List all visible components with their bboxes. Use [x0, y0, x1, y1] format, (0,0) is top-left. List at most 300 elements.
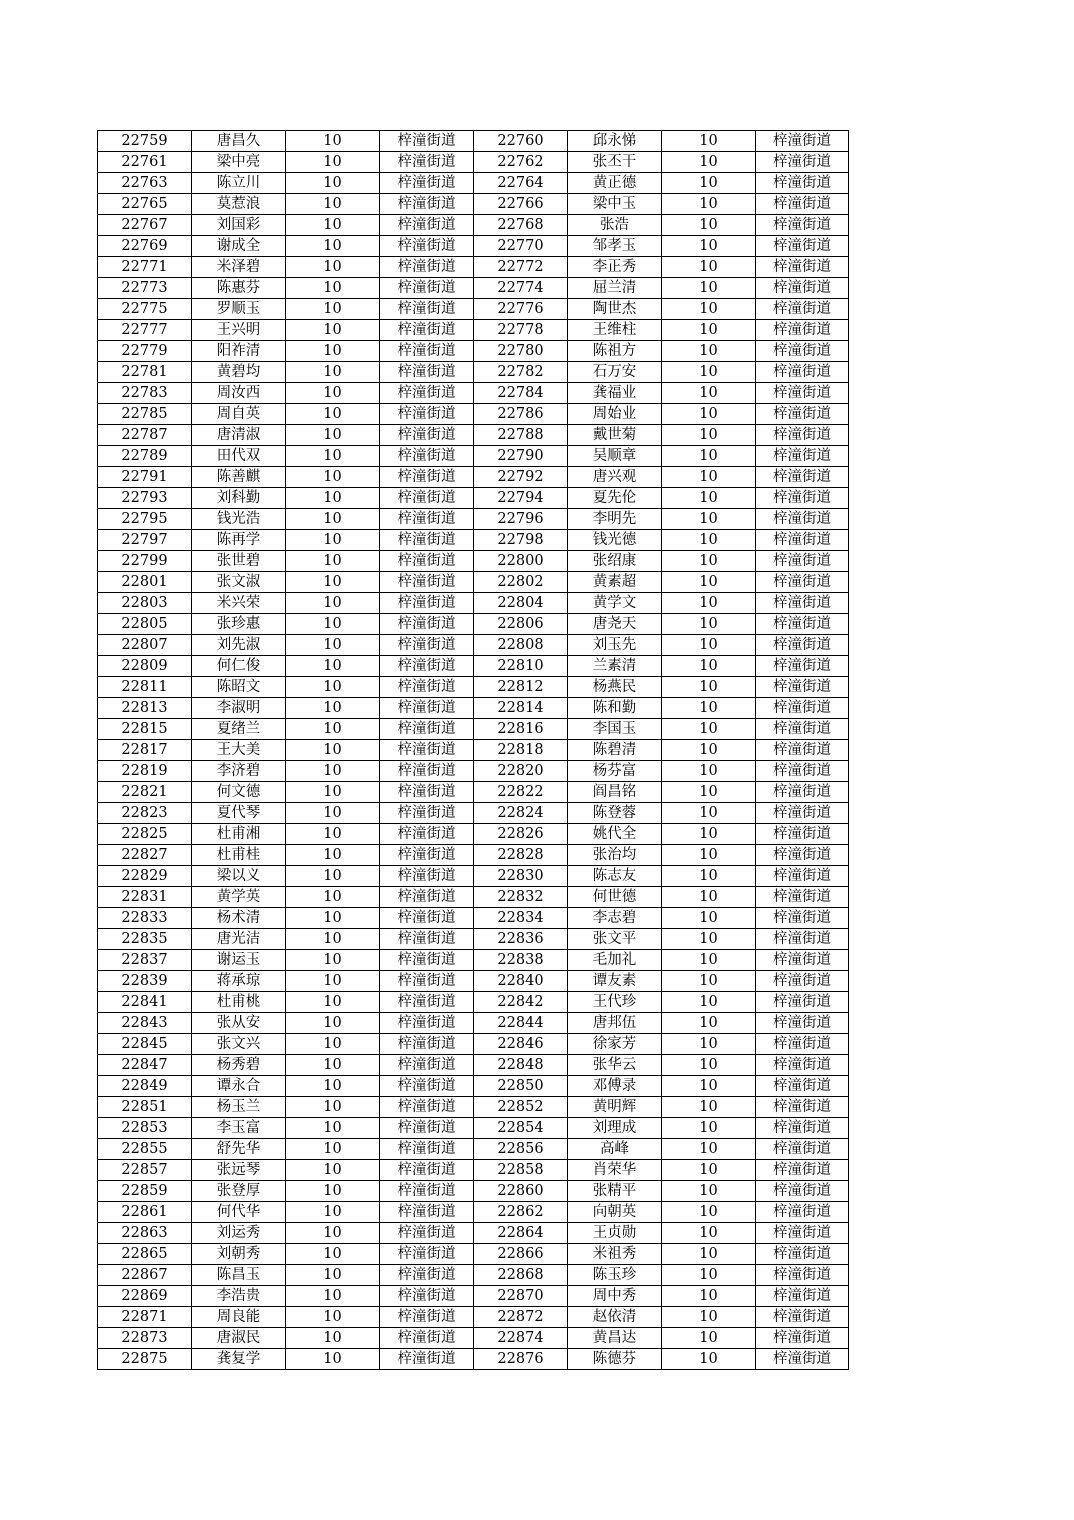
- name-cell: 张从安: [192, 1013, 286, 1034]
- table-row: [98, 278, 849, 299]
- amount-cell: 10: [662, 845, 756, 866]
- name-cell: 唐光洁: [192, 929, 286, 950]
- name-cell: 舒先华: [192, 1139, 286, 1160]
- street-cell: 梓潼街道: [380, 383, 474, 404]
- name-cell: 陈和勤: [568, 698, 662, 719]
- name-cell: 梁中亮: [192, 152, 286, 173]
- amount-cell: 10: [662, 908, 756, 929]
- name-cell: 姚代全: [568, 824, 662, 845]
- amount-cell: 10: [286, 1013, 380, 1034]
- name-cell: 杨术清: [192, 908, 286, 929]
- id-cell: 22823: [98, 803, 192, 824]
- amount-cell: 10: [286, 908, 380, 929]
- street-cell: 梓潼街道: [380, 236, 474, 257]
- table-row: [98, 173, 849, 194]
- id-cell: 22768: [474, 215, 568, 236]
- street-cell: 梓潼街道: [380, 971, 474, 992]
- street-cell: 梓潼街道: [756, 782, 849, 803]
- name-cell: 王代珍: [568, 992, 662, 1013]
- amount-cell: 10: [662, 593, 756, 614]
- amount-cell: 10: [662, 1118, 756, 1139]
- amount-cell: 10: [286, 131, 380, 152]
- street-cell: 梓潼街道: [756, 761, 849, 782]
- amount-cell: 10: [286, 467, 380, 488]
- name-cell: 张治均: [568, 845, 662, 866]
- table-row: [98, 1244, 849, 1265]
- street-cell: 梓潼街道: [756, 1097, 849, 1118]
- name-cell: 唐淑民: [192, 1328, 286, 1349]
- table-row: [98, 320, 849, 341]
- table-row: [98, 950, 849, 971]
- name-cell: 邓傅录: [568, 1076, 662, 1097]
- street-cell: 梓潼街道: [756, 866, 849, 887]
- table-row: [98, 1139, 849, 1160]
- street-cell: 梓潼街道: [756, 1244, 849, 1265]
- id-cell: 22764: [474, 173, 568, 194]
- name-cell: 李浩贵: [192, 1286, 286, 1307]
- amount-cell: 10: [662, 236, 756, 257]
- id-cell: 22813: [98, 698, 192, 719]
- street-cell: 梓潼街道: [756, 1160, 849, 1181]
- street-cell: 梓潼街道: [380, 698, 474, 719]
- table-body: [98, 131, 849, 1370]
- street-cell: 梓潼街道: [380, 572, 474, 593]
- amount-cell: 10: [286, 173, 380, 194]
- amount-cell: 10: [662, 467, 756, 488]
- amount-cell: 10: [662, 299, 756, 320]
- amount-cell: 10: [662, 1307, 756, 1328]
- street-cell: 梓潼街道: [756, 1286, 849, 1307]
- name-cell: 杜甫桂: [192, 845, 286, 866]
- amount-cell: 10: [662, 131, 756, 152]
- name-cell: 杨燕民: [568, 677, 662, 698]
- name-cell: 张珍惠: [192, 614, 286, 635]
- table-row: [98, 467, 849, 488]
- name-cell: 刘朝秀: [192, 1244, 286, 1265]
- data-table: [97, 130, 849, 1370]
- name-cell: 肖荣华: [568, 1160, 662, 1181]
- street-cell: 梓潼街道: [756, 971, 849, 992]
- table-row: [98, 1034, 849, 1055]
- table-row: [98, 824, 849, 845]
- amount-cell: 10: [662, 488, 756, 509]
- id-cell: 22838: [474, 950, 568, 971]
- table-row: [98, 992, 849, 1013]
- table-row: [98, 887, 849, 908]
- name-cell: 李明先: [568, 509, 662, 530]
- street-cell: 梓潼街道: [380, 194, 474, 215]
- id-cell: 22796: [474, 509, 568, 530]
- name-cell: 张远琴: [192, 1160, 286, 1181]
- amount-cell: 10: [662, 614, 756, 635]
- amount-cell: 10: [286, 677, 380, 698]
- table-row: [98, 1349, 849, 1370]
- id-cell: 22803: [98, 593, 192, 614]
- name-cell: 张登厚: [192, 1181, 286, 1202]
- amount-cell: 10: [662, 1097, 756, 1118]
- street-cell: 梓潼街道: [756, 173, 849, 194]
- street-cell: 梓潼街道: [380, 761, 474, 782]
- street-cell: 梓潼街道: [380, 362, 474, 383]
- table-row: [98, 929, 849, 950]
- amount-cell: 10: [286, 299, 380, 320]
- name-cell: 钱光浩: [192, 509, 286, 530]
- amount-cell: 10: [286, 1265, 380, 1286]
- name-cell: 刘运秀: [192, 1223, 286, 1244]
- amount-cell: 10: [662, 1139, 756, 1160]
- amount-cell: 10: [286, 782, 380, 803]
- table-row: [98, 698, 849, 719]
- name-cell: 陈碧清: [568, 740, 662, 761]
- amount-cell: 10: [662, 1013, 756, 1034]
- name-cell: 黄碧均: [192, 362, 286, 383]
- amount-cell: 10: [286, 1328, 380, 1349]
- id-cell: 22851: [98, 1097, 192, 1118]
- amount-cell: 10: [662, 677, 756, 698]
- amount-cell: 10: [286, 929, 380, 950]
- name-cell: 唐昌久: [192, 131, 286, 152]
- id-cell: 22869: [98, 1286, 192, 1307]
- name-cell: 徐家芳: [568, 1034, 662, 1055]
- name-cell: 兰素清: [568, 656, 662, 677]
- id-cell: 22775: [98, 299, 192, 320]
- amount-cell: 10: [286, 845, 380, 866]
- name-cell: 刘国彩: [192, 215, 286, 236]
- id-cell: 22773: [98, 278, 192, 299]
- name-cell: 陈立川: [192, 173, 286, 194]
- street-cell: 梓潼街道: [380, 1160, 474, 1181]
- street-cell: 梓潼街道: [756, 887, 849, 908]
- amount-cell: 10: [662, 509, 756, 530]
- name-cell: 陈昭文: [192, 677, 286, 698]
- name-cell: 王贞勋: [568, 1223, 662, 1244]
- street-cell: 梓潼街道: [756, 572, 849, 593]
- amount-cell: 10: [286, 551, 380, 572]
- name-cell: 唐邦伍: [568, 1013, 662, 1034]
- table-row: [98, 236, 849, 257]
- name-cell: 张浩: [568, 215, 662, 236]
- table-row: [98, 803, 849, 824]
- name-cell: 周中秀: [568, 1286, 662, 1307]
- table-row: [98, 362, 849, 383]
- table-row: [98, 1307, 849, 1328]
- street-cell: 梓潼街道: [756, 446, 849, 467]
- amount-cell: 10: [286, 635, 380, 656]
- street-cell: 梓潼街道: [756, 1055, 849, 1076]
- id-cell: 22769: [98, 236, 192, 257]
- name-cell: 米泽碧: [192, 257, 286, 278]
- id-cell: 22783: [98, 383, 192, 404]
- street-cell: 梓潼街道: [756, 950, 849, 971]
- id-cell: 22836: [474, 929, 568, 950]
- id-cell: 22801: [98, 572, 192, 593]
- amount-cell: 10: [286, 1118, 380, 1139]
- amount-cell: 10: [662, 215, 756, 236]
- id-cell: 22774: [474, 278, 568, 299]
- id-cell: 22852: [474, 1097, 568, 1118]
- name-cell: 谢运玉: [192, 950, 286, 971]
- amount-cell: 10: [662, 761, 756, 782]
- street-cell: 梓潼街道: [380, 1307, 474, 1328]
- id-cell: 22861: [98, 1202, 192, 1223]
- name-cell: 罗顺玉: [192, 299, 286, 320]
- id-cell: 22825: [98, 824, 192, 845]
- name-cell: 赵依清: [568, 1307, 662, 1328]
- table-row: [98, 1328, 849, 1349]
- name-cell: 屈兰清: [568, 278, 662, 299]
- table-row: [98, 656, 849, 677]
- id-cell: 22849: [98, 1076, 192, 1097]
- name-cell: 黄昌达: [568, 1328, 662, 1349]
- name-cell: 石万安: [568, 362, 662, 383]
- amount-cell: 10: [662, 1076, 756, 1097]
- street-cell: 梓潼街道: [380, 341, 474, 362]
- amount-cell: 10: [286, 1181, 380, 1202]
- name-cell: 蒋承琼: [192, 971, 286, 992]
- name-cell: 龚复学: [192, 1349, 286, 1370]
- street-cell: 梓潼街道: [380, 803, 474, 824]
- name-cell: 周良能: [192, 1307, 286, 1328]
- street-cell: 梓潼街道: [756, 1076, 849, 1097]
- street-cell: 梓潼街道: [756, 194, 849, 215]
- id-cell: 22784: [474, 383, 568, 404]
- table-row: [98, 1076, 849, 1097]
- table-row: [98, 845, 849, 866]
- id-cell: 22762: [474, 152, 568, 173]
- name-cell: 张世碧: [192, 551, 286, 572]
- id-cell: 22830: [474, 866, 568, 887]
- id-cell: 22770: [474, 236, 568, 257]
- street-cell: 梓潼街道: [756, 740, 849, 761]
- street-cell: 梓潼街道: [380, 887, 474, 908]
- name-cell: 陈再学: [192, 530, 286, 551]
- street-cell: 梓潼街道: [380, 1202, 474, 1223]
- street-cell: 梓潼街道: [380, 1034, 474, 1055]
- id-cell: 22820: [474, 761, 568, 782]
- amount-cell: 10: [662, 320, 756, 341]
- id-cell: 22847: [98, 1055, 192, 1076]
- id-cell: 22862: [474, 1202, 568, 1223]
- name-cell: 杨玉兰: [192, 1097, 286, 1118]
- amount-cell: 10: [662, 1349, 756, 1370]
- name-cell: 刘科勤: [192, 488, 286, 509]
- amount-cell: 10: [662, 1202, 756, 1223]
- amount-cell: 10: [662, 278, 756, 299]
- name-cell: 黄明辉: [568, 1097, 662, 1118]
- street-cell: 梓潼街道: [756, 1349, 849, 1370]
- street-cell: 梓潼街道: [380, 320, 474, 341]
- amount-cell: 10: [286, 509, 380, 530]
- name-cell: 梁以义: [192, 866, 286, 887]
- name-cell: 杨秀碧: [192, 1055, 286, 1076]
- amount-cell: 10: [662, 1160, 756, 1181]
- street-cell: 梓潼街道: [380, 845, 474, 866]
- amount-cell: 10: [286, 1349, 380, 1370]
- amount-cell: 10: [662, 1055, 756, 1076]
- name-cell: 张绍康: [568, 551, 662, 572]
- street-cell: 梓潼街道: [756, 677, 849, 698]
- id-cell: 22876: [474, 1349, 568, 1370]
- street-cell: 梓潼街道: [380, 1223, 474, 1244]
- amount-cell: 10: [286, 488, 380, 509]
- table-row: [98, 782, 849, 803]
- table-row: [98, 1265, 849, 1286]
- amount-cell: 10: [662, 1181, 756, 1202]
- id-cell: 22875: [98, 1349, 192, 1370]
- table-row: [98, 1160, 849, 1181]
- id-cell: 22832: [474, 887, 568, 908]
- table-row: [98, 488, 849, 509]
- amount-cell: 10: [662, 740, 756, 761]
- id-cell: 22821: [98, 782, 192, 803]
- name-cell: 杨芬富: [568, 761, 662, 782]
- id-cell: 22854: [474, 1118, 568, 1139]
- name-cell: 刘玉先: [568, 635, 662, 656]
- amount-cell: 10: [286, 866, 380, 887]
- name-cell: 陈惠芬: [192, 278, 286, 299]
- table-row: [98, 1055, 849, 1076]
- amount-cell: 10: [286, 1202, 380, 1223]
- name-cell: 唐清淑: [192, 425, 286, 446]
- name-cell: 夏绪兰: [192, 719, 286, 740]
- street-cell: 梓潼街道: [380, 299, 474, 320]
- street-cell: 梓潼街道: [756, 467, 849, 488]
- name-cell: 周汝西: [192, 383, 286, 404]
- id-cell: 22831: [98, 887, 192, 908]
- street-cell: 梓潼街道: [380, 866, 474, 887]
- amount-cell: 10: [662, 383, 756, 404]
- street-cell: 梓潼街道: [756, 845, 849, 866]
- id-cell: 22855: [98, 1139, 192, 1160]
- table-row: [98, 971, 849, 992]
- amount-cell: 10: [662, 362, 756, 383]
- street-cell: 梓潼街道: [756, 1307, 849, 1328]
- table-row: [98, 677, 849, 698]
- street-cell: 梓潼街道: [380, 425, 474, 446]
- street-cell: 梓潼街道: [380, 446, 474, 467]
- amount-cell: 10: [662, 656, 756, 677]
- street-cell: 梓潼街道: [756, 1034, 849, 1055]
- amount-cell: 10: [286, 404, 380, 425]
- table-row: [98, 1223, 849, 1244]
- id-cell: 22761: [98, 152, 192, 173]
- amount-cell: 10: [286, 950, 380, 971]
- amount-cell: 10: [662, 1244, 756, 1265]
- table-row: [98, 215, 849, 236]
- amount-cell: 10: [662, 173, 756, 194]
- street-cell: 梓潼街道: [380, 1349, 474, 1370]
- street-cell: 梓潼街道: [756, 236, 849, 257]
- street-cell: 梓潼街道: [380, 278, 474, 299]
- id-cell: 22871: [98, 1307, 192, 1328]
- id-cell: 22805: [98, 614, 192, 635]
- name-cell: 向朝英: [568, 1202, 662, 1223]
- street-cell: 梓潼街道: [756, 278, 849, 299]
- street-cell: 梓潼街道: [380, 1328, 474, 1349]
- amount-cell: 10: [662, 257, 756, 278]
- name-cell: 夏先伦: [568, 488, 662, 509]
- amount-cell: 10: [286, 719, 380, 740]
- street-cell: 梓潼街道: [756, 1118, 849, 1139]
- street-cell: 梓潼街道: [756, 593, 849, 614]
- name-cell: 张华云: [568, 1055, 662, 1076]
- amount-cell: 10: [286, 803, 380, 824]
- id-cell: 22860: [474, 1181, 568, 1202]
- amount-cell: 10: [286, 698, 380, 719]
- street-cell: 梓潼街道: [380, 131, 474, 152]
- amount-cell: 10: [286, 1055, 380, 1076]
- name-cell: 陈昌玉: [192, 1265, 286, 1286]
- table-row: [98, 152, 849, 173]
- name-cell: 李玉富: [192, 1118, 286, 1139]
- name-cell: 周始业: [568, 404, 662, 425]
- amount-cell: 10: [662, 1223, 756, 1244]
- id-cell: 22765: [98, 194, 192, 215]
- name-cell: 刘理成: [568, 1118, 662, 1139]
- name-cell: 何仁俊: [192, 656, 286, 677]
- table-row: [98, 1202, 849, 1223]
- amount-cell: 10: [662, 551, 756, 572]
- id-cell: 22819: [98, 761, 192, 782]
- id-cell: 22809: [98, 656, 192, 677]
- name-cell: 米兴荣: [192, 593, 286, 614]
- street-cell: 梓潼街道: [756, 1181, 849, 1202]
- table-row: [98, 1118, 849, 1139]
- id-cell: 22858: [474, 1160, 568, 1181]
- amount-cell: 10: [662, 803, 756, 824]
- id-cell: 22782: [474, 362, 568, 383]
- street-cell: 梓潼街道: [756, 1265, 849, 1286]
- amount-cell: 10: [286, 1286, 380, 1307]
- id-cell: 22786: [474, 404, 568, 425]
- name-cell: 谭友素: [568, 971, 662, 992]
- id-cell: 22798: [474, 530, 568, 551]
- name-cell: 杜甫湘: [192, 824, 286, 845]
- id-cell: 22816: [474, 719, 568, 740]
- street-cell: 梓潼街道: [756, 362, 849, 383]
- name-cell: 戴世菊: [568, 425, 662, 446]
- id-cell: 22870: [474, 1286, 568, 1307]
- name-cell: 高峰: [568, 1139, 662, 1160]
- amount-cell: 10: [286, 1223, 380, 1244]
- street-cell: 梓潼街道: [756, 425, 849, 446]
- street-cell: 梓潼街道: [756, 635, 849, 656]
- street-cell: 梓潼街道: [380, 593, 474, 614]
- id-cell: 22840: [474, 971, 568, 992]
- table-row: [98, 530, 849, 551]
- name-cell: 李济碧: [192, 761, 286, 782]
- id-cell: 22790: [474, 446, 568, 467]
- table-row: [98, 866, 849, 887]
- table-row: [98, 740, 849, 761]
- name-cell: 李国玉: [568, 719, 662, 740]
- id-cell: 22863: [98, 1223, 192, 1244]
- amount-cell: 10: [662, 425, 756, 446]
- id-cell: 22779: [98, 341, 192, 362]
- amount-cell: 10: [662, 446, 756, 467]
- street-cell: 梓潼街道: [380, 677, 474, 698]
- amount-cell: 10: [286, 215, 380, 236]
- name-cell: 黄学文: [568, 593, 662, 614]
- street-cell: 梓潼街道: [756, 719, 849, 740]
- name-cell: 陈祖方: [568, 341, 662, 362]
- amount-cell: 10: [662, 635, 756, 656]
- amount-cell: 10: [286, 362, 380, 383]
- table-row: [98, 761, 849, 782]
- name-cell: 陈志友: [568, 866, 662, 887]
- id-cell: 22792: [474, 467, 568, 488]
- table-row: [98, 299, 849, 320]
